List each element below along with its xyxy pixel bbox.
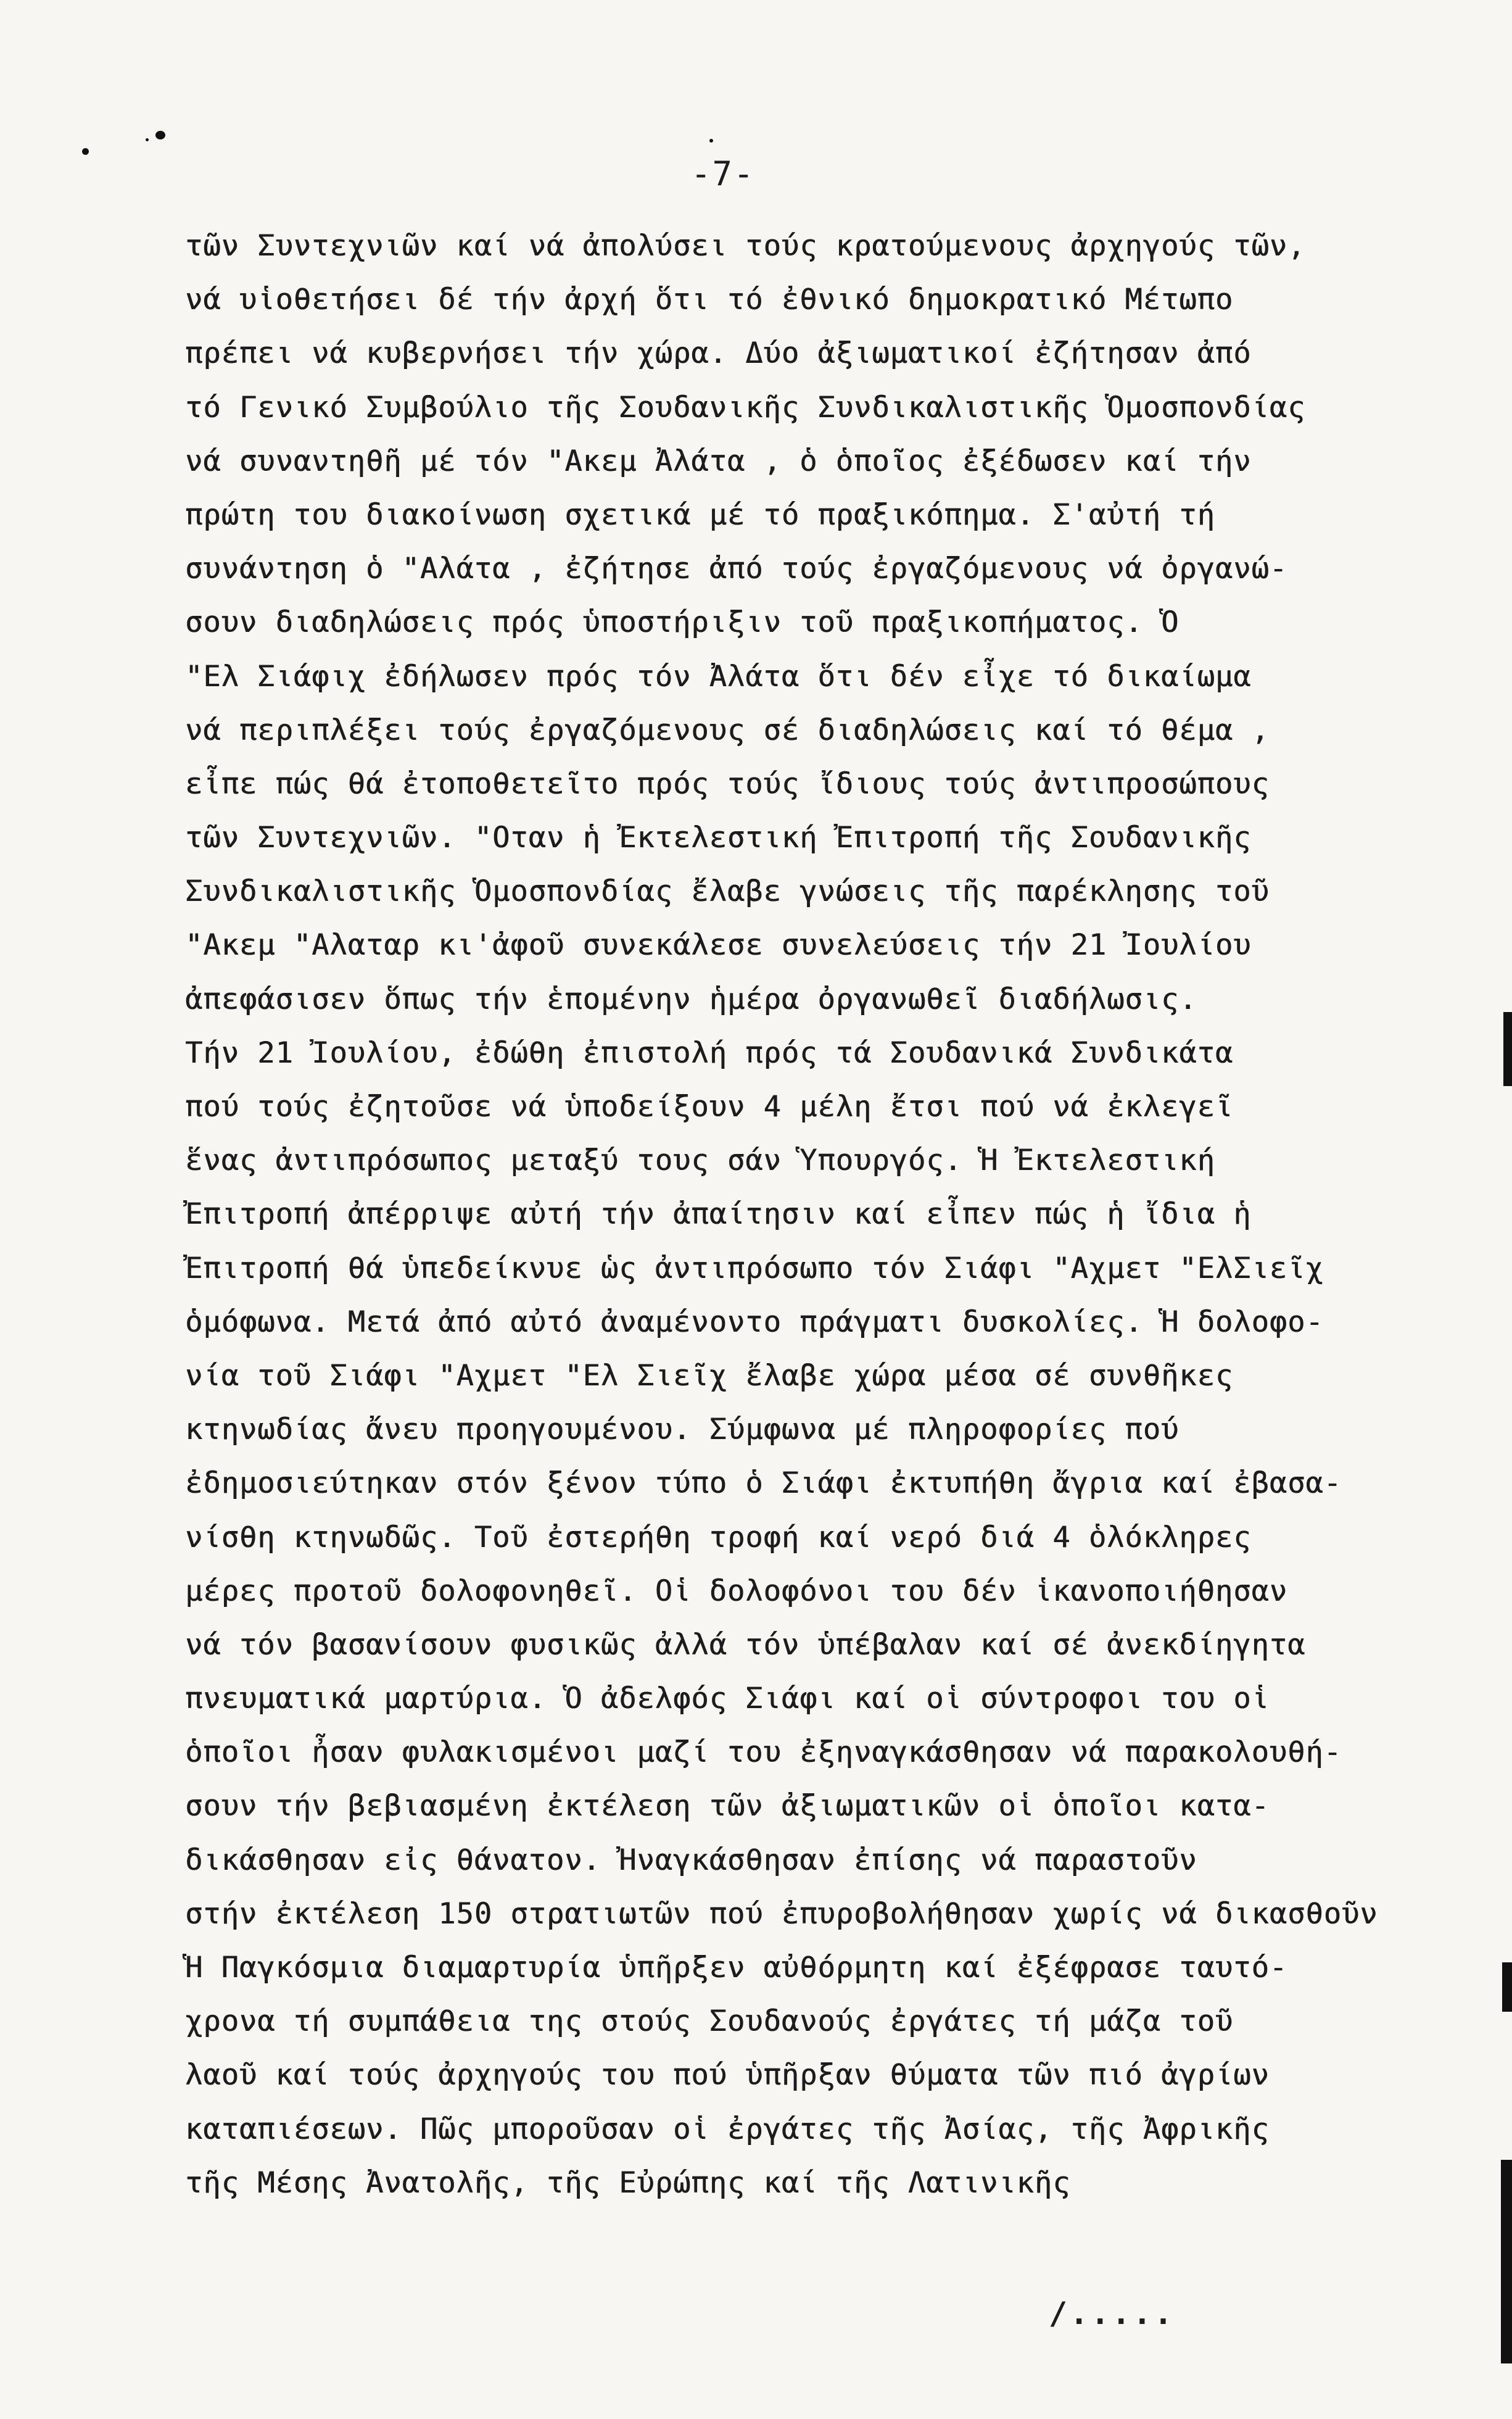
text-line: τῆς Μέσης Ἀνατολῆς, τῆς Εὐρώπης καί τῆς Λατινικῆς [185,2165,1071,2200]
text-line: Τήν 21 Ἰουλίου, ἐδώθη ἐπιστολή πρός τά Σουδανικά Συνδικάτα [185,1035,1234,1070]
scan-edge-mark [1503,1012,1512,1086]
scan-speck [82,148,89,155]
text-line: πρέπει νά κυβερνήσει τήν χώρα. Δύο ἀξιωματικοί ἐζήτησαν ἀπό [185,336,1252,371]
text-line: Ἐπιτροπή θά ὑπεδείκνυε ὡς ἀντιπρόσωπο τόν Σιάφι "Αχμετ "ΕλΣιεῖχ [185,1251,1324,1285]
continuation-mark: /..... [1049,2296,1175,2331]
body-text [185,219,1419,2210]
text-line: στήν ἐκτέλεση 150 στρατιωτῶν πού ἐπυροβολήθησαν χωρίς νά δικασθοῦν [185,1896,1378,1931]
text-line: σουν διαδηλώσεις πρός ὑποστήριξιν τοῦ πραξικοπήματος. Ὁ [185,605,1179,640]
text-line: σουν τήν βεβιασμένη ἐκτέλεση τῶν ἀξιωματικῶν οἱ ὁποῖοι κατα- [185,1789,1270,1824]
text-line: καταπιέσεων. Πῶς μποροῦσαν οἱ ἐργάτες τῆς Ἀσίας, τῆς Ἀφρικῆς [185,2112,1270,2146]
text-line: "Ακεμ "Αλαταρ κι'ἀφοῦ συνεκάλεσε συνελεύσεις τήν 21 Ἰουλίου [185,928,1252,963]
text-line: νά περιπλέξει τούς ἐργαζόμενους σέ διαδηλώσεις καί τό θέμα , [185,713,1270,747]
text-line: μέρες προτοῦ δολοφονηθεῖ. Οἱ δολοφόνοι του δέν ἱκανοποιήθησαν [185,1574,1288,1608]
text-line: εἶπε πώς θά ἐτοποθετεῖτο πρός τούς ἴδιους τούς ἀντιπροσώπους [185,766,1270,801]
text-line: τῶν Συντεχνιῶν. "Οταν ἡ Ἐκτελεστική Ἐπιτροπή τῆς Σουδανικῆς [185,821,1252,855]
text-line: συνάντηση ὁ "Αλάτα , ἐζήτησε ἀπό τούς ἐργαζόμενους νά ὀργανώ- [185,552,1288,586]
text-line: νά συναντηθῆ μέ τόν "Ακεμ Ἀλάτα , ὁ ὁποῖος ἐξέδωσεν καί τήν [185,444,1252,478]
text-line: νά τόν βασανίσουν φυσικῶς ἀλλά τόν ὑπέβαλαν καί σέ ἀνεκδίηγητα [185,1627,1306,1662]
text-line: πρώτη του διακοίνωση σχετικά μέ τό πραξικόπημα. Σ'αὐτή τή [185,497,1215,532]
scan-speck [709,139,713,143]
text-line: νίσθη κτηνωδῶς. Τοῦ ἐστερήθη τροφή καί νερό διά 4 ὁλόκληρες [185,1520,1252,1554]
text-line: ἐδημοσιεύτηκαν στόν ξένον τύπο ὁ Σιάφι ἐκτυπήθη ἄγρια καί ἐβασα- [185,1466,1342,1501]
text-line: πνευματικά μαρτύρια. Ὁ ἀδελφός Σιάφι καί οἱ σύντροφοι του οἱ [185,1682,1270,1716]
scan-edge-mark [1502,1962,1512,2012]
text-line: ὁμόφωνα. Μετά ἀπό αὐτό ἀναμένοντο πράγματι δυσκολίες. Ἡ δολοφο- [185,1305,1324,1339]
scan-speck [155,131,165,139]
text-line: λαοῦ καί τούς ἀρχηγούς του πού ὑπῆρξαν θύματα τῶν πιό ἀγρίων [185,2058,1270,2093]
text-line: πού τούς ἐζητοῦσε νά ὑποδείξουν 4 μέλη ἔτσι πού νά ἐκλεγεῖ [185,1090,1234,1124]
scan-edge-mark [1501,2160,1512,2363]
text-line: ἀπεφάσισεν ὅπως τήν ἑπομένην ἡμέρα ὀργανωθεῖ διαδήλωσις. [185,982,1197,1016]
text-line: δικάσθησαν εἰς θάνατον. Ἠναγκάσθησαν ἐπίσης νά παραστοῦν [185,1843,1197,1877]
scan-speck [146,138,149,141]
text-line: τό Γενικό Συμβούλιο τῆς Σουδανικῆς Συνδικαλιστικῆς Ὁμοσπονδίας [185,390,1306,425]
text-line: νά υἱοθετήσει δέ τήν ἀρχή ὅτι τό ἐθνικό δημοκρατικό Μέτωπο [185,283,1234,317]
text-line: ἕνας ἀντιπρόσωπος μεταξύ τους σάν Ὑπουργός. Ἡ Ἐκτελεστική [185,1143,1215,1178]
text-line: Ἐπιτροπή ἀπέρριψε αὐτή τήν ἀπαίτησιν καί εἶπεν πώς ἡ ἴδια ἡ [185,1197,1252,1232]
page-number: -7- [691,154,755,193]
text-line: "Ελ Σιάφιχ ἐδήλωσεν πρός τόν Ἀλάτα ὅτι δέν εἶχε τό δικαίωμα [185,659,1252,694]
text-line: Ἡ Παγκόσμια διαμαρτυρία ὑπῆρξεν αὐθόρμητη καί ἐξέφρασε ταυτό- [185,1951,1288,1985]
text-line: νία τοῦ Σιάφι "Αχμετ "Ελ Σιεῖχ ἔλαβε χώρα μέσα σέ συνθῆκες [185,1358,1234,1393]
text-line: Συνδικαλιστικῆς Ὁμοσπονδίας ἔλαβε γνώσεις τῆς παρέκλησης τοῦ [185,874,1270,909]
text-line: χρονα τή συμπάθεια της στούς Σουδανούς ἐργάτες τή μάζα τοῦ [185,2004,1234,2039]
text-line: κτηνωδίας ἄνευ προηγουμένου. Σύμφωνα μέ πληροφορίες πού [185,1413,1179,1447]
text-line: ὁποῖοι ἦσαν φυλακισμένοι μαζί του ἐξηναγκάσθησαν νά παρακολουθή- [185,1735,1342,1770]
text-line: τῶν Συντεχνιῶν καί νά ἀπολύσει τούς κρατούμενους ἀρχηγούς τῶν, [185,229,1306,263]
